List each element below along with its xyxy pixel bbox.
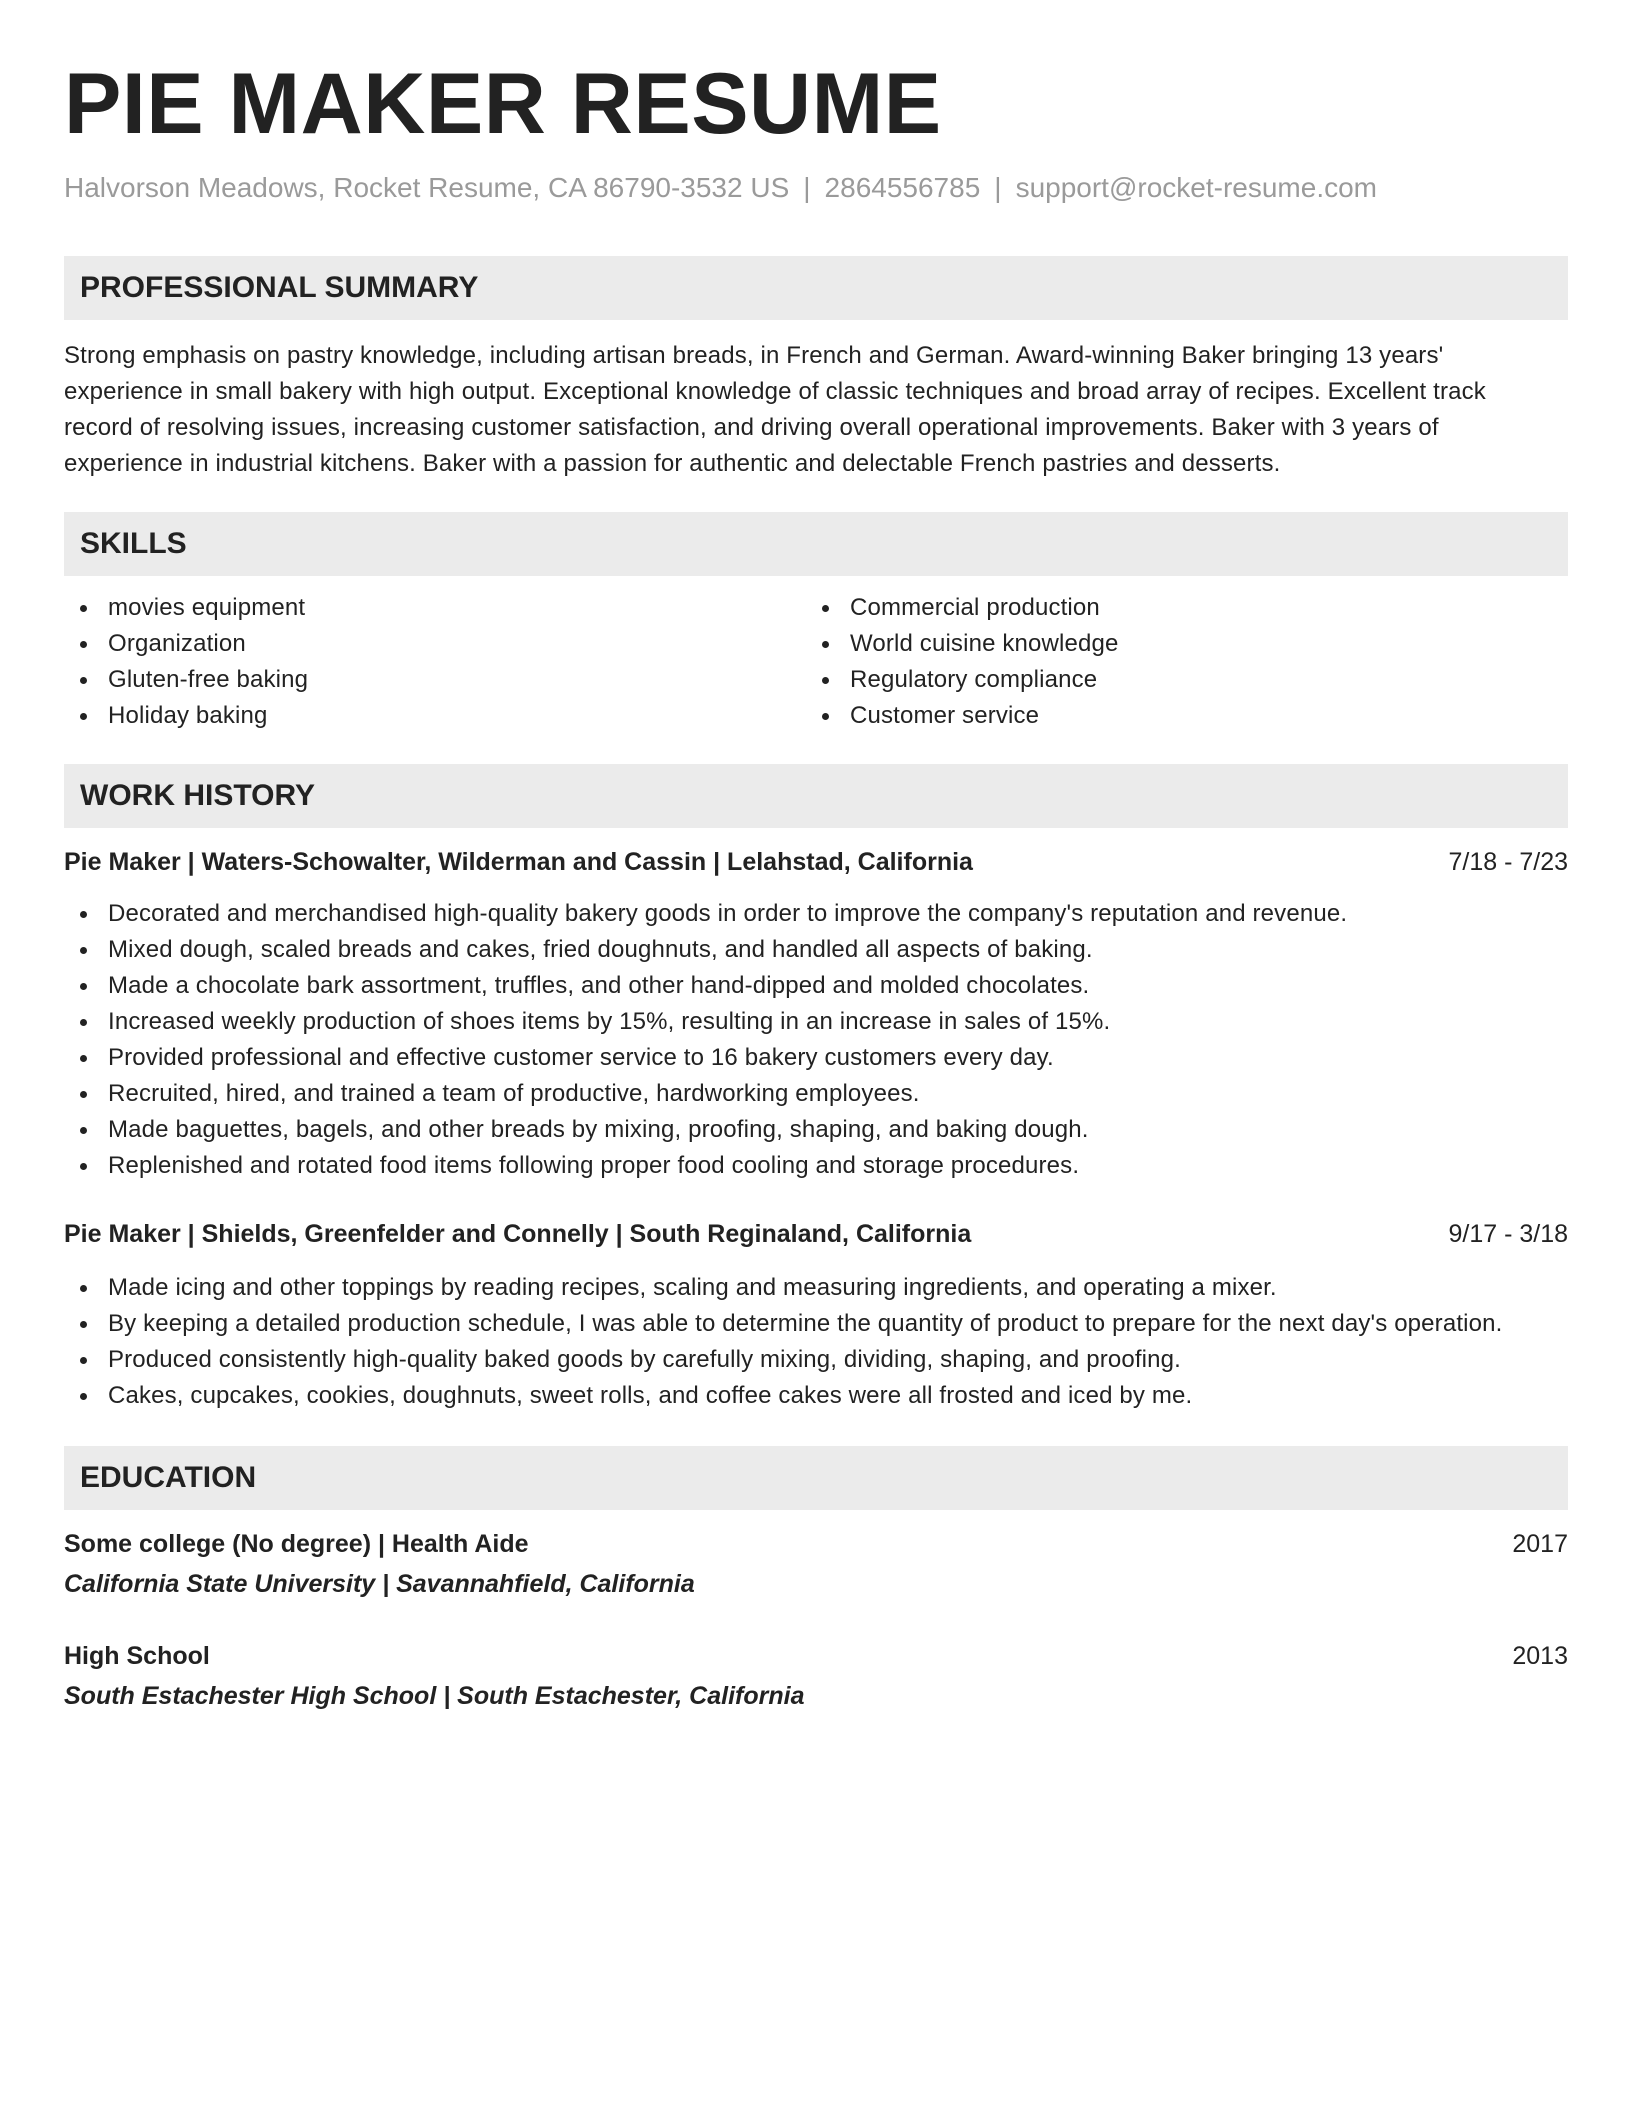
bullet-dot <box>80 1163 87 1170</box>
job-bullet <box>64 1076 1568 1112</box>
skill-item <box>64 626 806 662</box>
section-header-education: EDUCATION <box>64 1446 1568 1510</box>
skill-item <box>64 590 806 626</box>
skill-item <box>806 662 1548 698</box>
bullet-dot <box>80 947 87 954</box>
bullet-dot <box>80 983 87 990</box>
education-school: South Estachester High School | South Estachester, California <box>64 1682 805 1710</box>
job-bullet-text: Cakes, cupcakes, cookies, doughnuts, sweet rolls, and coffee cakes were all frosted and iced by me. <box>108 1382 1193 1409</box>
bullet-dot <box>80 1019 87 1026</box>
bullet-dot <box>80 1393 87 1400</box>
contact-phone: 2864556785 <box>824 172 981 203</box>
job-bullet <box>64 1342 1568 1378</box>
bullet-dot <box>80 641 87 648</box>
skill-label: World cuisine knowledge <box>850 630 1119 657</box>
skills-grid <box>64 590 1568 734</box>
job-bullets <box>64 896 1568 1184</box>
job-bullet-text: Produced consistently high-quality baked goods by carefully mixing, dividing, shaping, and proofing. <box>108 1346 1181 1373</box>
bullet-dot <box>822 641 829 648</box>
bullet-dot <box>80 1321 87 1328</box>
job-bullet <box>64 1148 1568 1184</box>
skill-item <box>806 626 1548 662</box>
summary-line: experience in small bakery with high output. Exceptional knowledge of classic techniques and broad array of recipes. Excellent track <box>64 378 1486 405</box>
job-bullet-text: Mixed dough, scaled breads and cakes, fried doughnuts, and handled all aspects of baking. <box>108 936 1093 963</box>
skill-label: Regulatory compliance <box>850 666 1098 693</box>
job-dates: 9/17 - 3/18 <box>1448 1220 1568 1248</box>
bullet-dot <box>80 1091 87 1098</box>
skill-label: Customer service <box>850 702 1040 729</box>
job-title: Pie Maker | Shields, Greenfelder and Connelly | South Reginaland, California <box>64 1220 972 1248</box>
bullet-dot <box>80 1127 87 1134</box>
job-bullet-text: Recruited, hired, and trained a team of productive, hardworking employees. <box>108 1080 920 1107</box>
job-bullet <box>64 1270 1568 1306</box>
job-bullet <box>64 968 1568 1004</box>
section-header-work-history: WORK HISTORY <box>64 764 1568 828</box>
education-title: Some college (No degree) | Health Aide <box>64 1530 529 1558</box>
bullet-dot <box>80 911 87 918</box>
contact-address: Halvorson Meadows, Rocket Resume, CA 86790-3532 US <box>64 172 790 203</box>
bullet-dot <box>80 713 87 720</box>
job-bullet <box>64 1378 1568 1414</box>
education-header <box>64 1526 1568 1562</box>
job-bullet-text: By keeping a detailed production schedule, I was able to determine the quantity of product to prepare for the next day's operation. <box>108 1310 1503 1337</box>
job-entry <box>64 844 1568 1184</box>
job-bullet-text: Increased weekly production of shoes items by 15%, resulting in an increase in sales of 15%. <box>108 1008 1111 1035</box>
job-dates: 7/18 - 7/23 <box>1448 848 1568 876</box>
skill-item <box>64 698 806 734</box>
job-bullet-text: Made baguettes, bagels, and other breads by mixing, proofing, shaping, and baking dough. <box>108 1116 1089 1143</box>
skill-label: Gluten-free baking <box>108 666 309 693</box>
job-bullet-text: Provided professional and effective customer service to 16 bakery customers every day. <box>108 1044 1054 1071</box>
contact-separator: | <box>803 172 811 203</box>
bullet-dot <box>80 1357 87 1364</box>
summary-text <box>64 338 1568 482</box>
resume-page <box>64 52 1568 1714</box>
education-year: 2017 <box>1512 1530 1568 1558</box>
skill-item <box>806 590 1548 626</box>
contact-separator: | <box>994 172 1002 203</box>
contact-email: support@rocket-resume.com <box>1015 172 1377 203</box>
job-entry <box>64 1216 1568 1414</box>
skill-label: movies equipment <box>108 594 306 621</box>
bullet-dot <box>80 1055 87 1062</box>
summary-line: record of resolving issues, increasing customer satisfaction, and driving overall operational improvements. Baker with 3 years of <box>64 414 1439 441</box>
education-year: 2013 <box>1512 1642 1568 1670</box>
education-header <box>64 1638 1568 1674</box>
section-header-summary: PROFESSIONAL SUMMARY <box>64 256 1568 320</box>
job-bullet-text: Decorated and merchandised high-quality bakery goods in order to improve the company's reputation and revenue. <box>108 900 1348 927</box>
skill-label: Commercial production <box>850 594 1100 621</box>
section-header-skills: SKILLS <box>64 512 1568 576</box>
job-bullet-text: Made icing and other toppings by reading recipes, scaling and measuring ingredients, and operating a mixer. <box>108 1274 1277 1301</box>
resume-title: PIE MAKER RESUME <box>64 56 942 152</box>
job-bullet-text: Made a chocolate bark assortment, truffles, and other hand-dipped and molded chocolates. <box>108 972 1090 999</box>
bullet-dot <box>80 677 87 684</box>
job-header <box>64 1216 1568 1252</box>
skill-label: Organization <box>108 630 246 657</box>
education-title: High School <box>64 1642 210 1670</box>
job-bullets <box>64 1270 1568 1414</box>
job-bullet <box>64 1306 1568 1342</box>
skill-label: Holiday baking <box>108 702 268 729</box>
job-bullet <box>64 896 1568 932</box>
job-bullet <box>64 932 1568 968</box>
job-bullet-text: Replenished and rotated food items following proper food cooling and storage procedures. <box>108 1152 1080 1179</box>
job-bullet <box>64 1004 1568 1040</box>
job-bullet <box>64 1040 1568 1076</box>
skill-item <box>806 698 1548 734</box>
contact-line <box>64 170 1568 206</box>
job-bullet <box>64 1112 1568 1148</box>
bullet-dot <box>822 677 829 684</box>
bullet-dot <box>80 605 87 612</box>
skill-item <box>64 662 806 698</box>
bullet-dot <box>822 713 829 720</box>
education-entry <box>64 1638 1568 1714</box>
skills-column-right <box>806 590 1548 734</box>
bullet-dot <box>80 1285 87 1292</box>
job-title: Pie Maker | Waters-Schowalter, Wilderman and Cassin | Lelahstad, California <box>64 848 973 876</box>
skills-column-left <box>64 590 806 734</box>
bullet-dot <box>822 605 829 612</box>
education-school: California State University | Savannahfield, California <box>64 1570 695 1598</box>
job-header <box>64 844 1568 880</box>
education-entry <box>64 1526 1568 1602</box>
summary-line: experience in industrial kitchens. Baker with a passion for authentic and delectable French pastries and desserts. <box>64 450 1281 477</box>
summary-line: Strong emphasis on pastry knowledge, including artisan breads, in French and German. Award-winning Baker bringing 13 years' <box>64 342 1444 369</box>
